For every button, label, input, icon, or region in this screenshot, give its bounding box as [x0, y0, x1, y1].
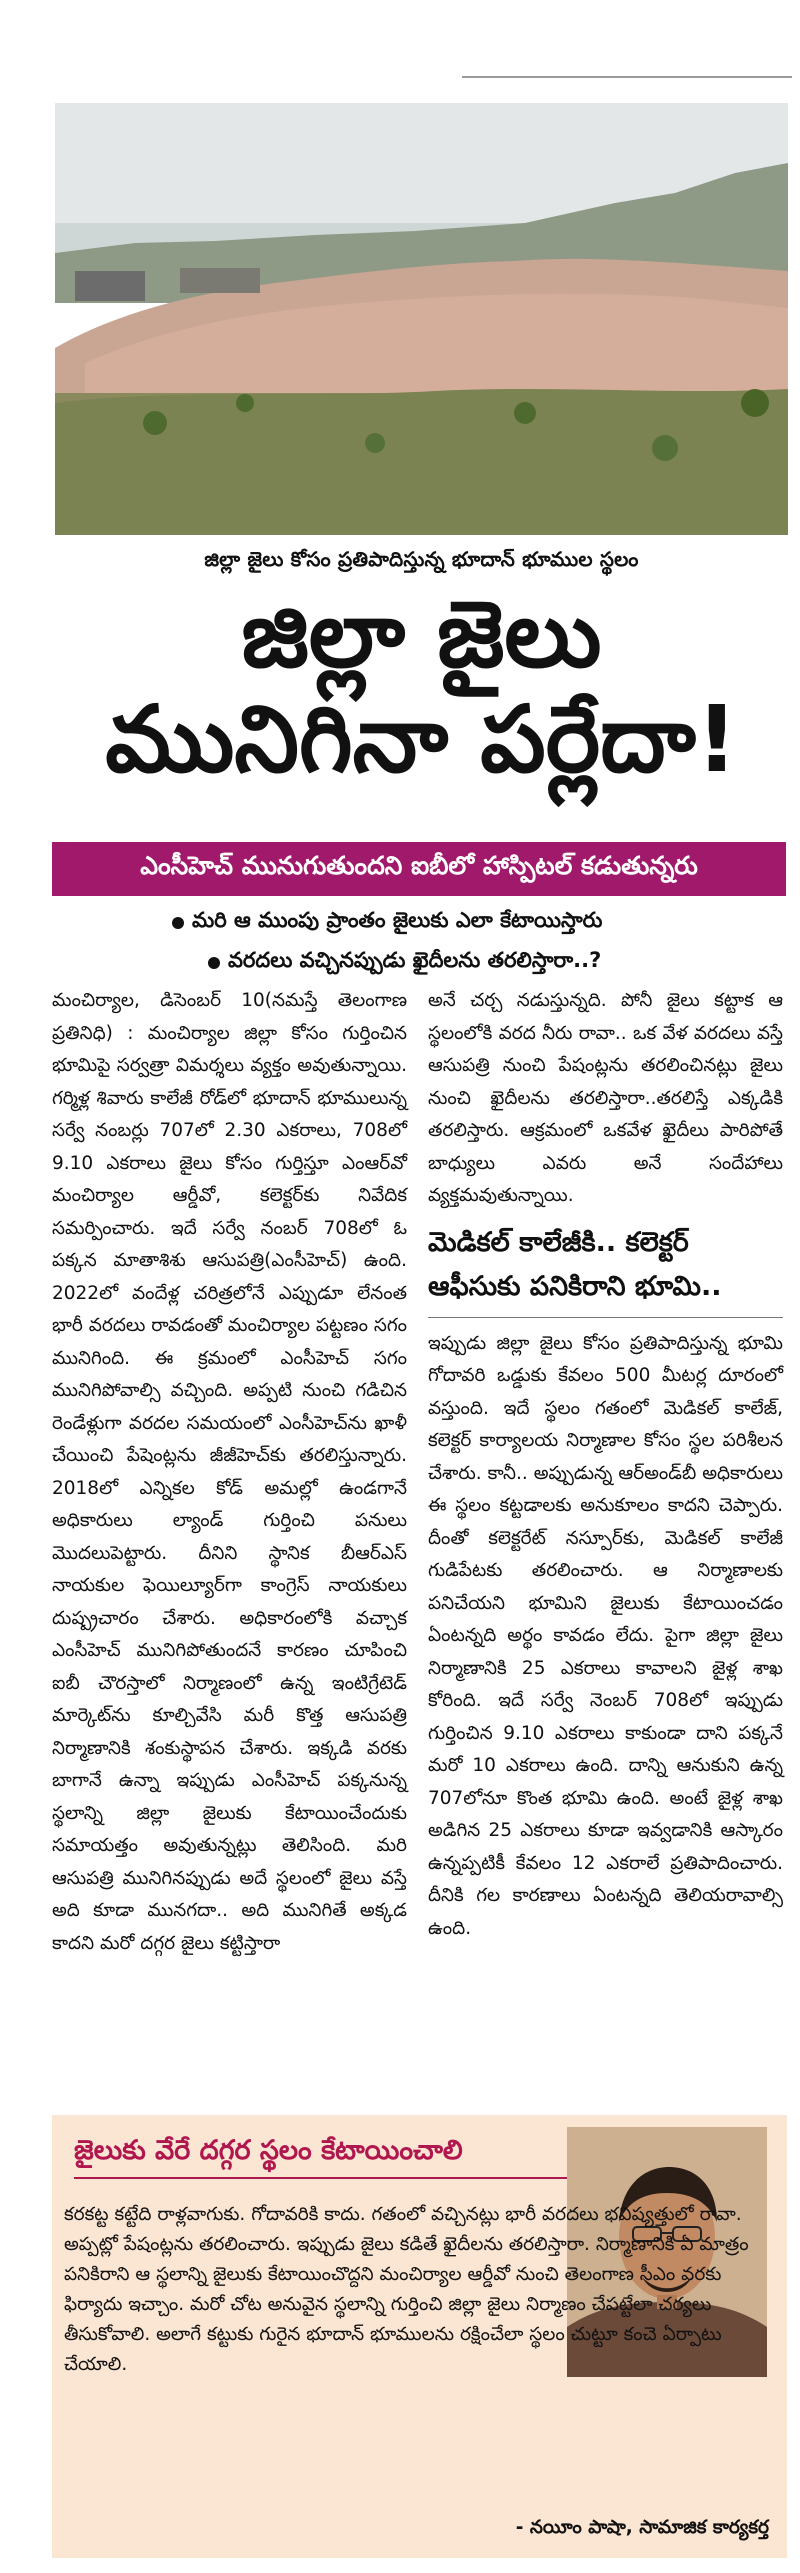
article-column-right — [428, 985, 783, 1945]
quote-title-underline — [74, 2177, 569, 2179]
section-subheading: మెడికల్ కాలేజీకి.. కలెక్టర్ ఆఫీసుకు పనికిరాని భూమి.. — [428, 1226, 722, 1302]
banner-text: ఎంసీహెచ్ మునుగుతుందని ఐబీలో హాస్పిటల్ కడుతున్నరు — [140, 851, 698, 880]
quote-box-text — [64, 2200, 762, 2380]
bullet-1 — [172, 908, 602, 938]
quote-box-title: జైలుకు వేరే దగ్గర స్థలం కేటాయించాలి — [74, 2135, 463, 2166]
top-rule — [462, 76, 792, 78]
bullet-2 — [208, 948, 601, 978]
quote-paragraph: కరకట్ట కట్టేది రాళ్లవాగుకు. గోదావరికి కాదు. గతంలో వచ్చినట్లు భారీ వరదలు భవిష్యత్తులో రావా. అప్పట్లో పేషంట్లను తరలించారు. ఇప్పుడు జైలు కడితే ఖైదీలను తరలిస్తారా. నిర్మాణానికి ఏ మాత్రం పనికిరాని ఆ స్థలాన్ని జైలుకు కేటాయించొద్దని మంచిర్యాల ఆర్డీవో నుంచి తెలంగాణ సీఎం వరకు ఫిర్యాదు ఇచ్చాం. మరో చోట అనువైన స్థలాన్ని గుర్తించి జిల్లా జైలు నిర్మాణం చేపట్టేలా చర్యలు తీసుకోవాలి. అలాగే కట్టుకు గురైన భూదాన్ భూములను రక్షించేలా స్థలం చుట్టూ కంచె ఏర్పాటు చేయాలి. — [64, 2204, 749, 2375]
bullet-dot-icon — [208, 957, 220, 969]
article-paragraph: ఇప్పుడు జిల్లా జైలు కోసం ప్రతిపాదిస్తున్న భూమి గోదావరి ఒడ్డుకు కేవలం 500 మీటర్ల దూరంలో వస్తుంది. ఇదే స్థలం గతంలో మెడికల్ కాలేజ్, కలెక్టర్ కార్యాలయ నిర్మాణాల కోసం స్థల పరిశీలన చేశారు. కానీ.. అప్పుడున్న ఆర్‌అండ్‌బీ అధికారులు ఈ స్థలం కట్టడాలకు అనుకూలం కాదని చెప్పారు. దీంతో కలెక్టరేట్ నస్పూర్‌కు, మెడికల్ కాలేజీ గుడిపేటకు తరలించారు. ఆ నిర్మాణాలకు పనిచేయని భూమిని జైలుకు కేటాయించడం ఏంటన్నది అర్థం కావడం లేదు. పైగా జిల్లా జైలు నిర్మాణానికి 25 ఎకరాలు కావాలని జైళ్ల శాఖ కోరింది. ఇదే సర్వే నెంబర్ 708లో ఇప్పుడు గుర్తించిన 9.10 ఎకరాలు కాకుండా దాని పక్కనే మరో 10 ఎకరాలు ఉంది. దాన్ని ఆనుకుని ఉన్న 707లోనూ కొంత భూమి ఉంది. అంటే జైళ్ల శాఖ అడిగిన 25 ఎకరాలు కూడా ఇవ్వడానికి ఆస్కారం ఉన్నప్పటికీ కేవలం 12 ఎకరాలే ప్రతిపాదించారు. దీనికి గల కారణాలు ఏంటన్నది తెలియరావాల్సి ఉంది. — [428, 1332, 783, 1939]
headline-line-2: మునిగినా పర్లేదా! — [105, 686, 738, 794]
article-paragraph: అనే చర్చ నడుస్తున్నది. పోనీ జైలు కట్టాక ఆ స్థలంలోకి వరద నీరు రావా.. ఒక వేళ వరదలు వస్తే ఆసుపత్రి నుంచి పేషంట్లను తరలించినట్లు జైలు నుంచి ఖైదీలను తరలిస్తారా..తరలిస్తే ఎక్కడికి తరలిస్తారు. ఆక్రమంలో ఒకవేళ ఖైదీలు పారిపోతే బాధ్యులు ఎవరు అనే సందేహాలు వ్యక్తమవుతున్నాయి. — [428, 990, 783, 1206]
subheading-divider — [428, 1317, 783, 1318]
headline-line-1: జిల్లా జైలు — [241, 581, 602, 688]
article-column-left — [52, 985, 407, 1960]
photo-caption: జిల్లా జైలు కోసం ప్రతిపాదిస్తున్న భూదాన్ భూముల స్థలం — [204, 547, 639, 571]
quote-signature: - నయీం పాషా, సామాజిక కార్యకర్త — [515, 2517, 769, 2538]
bullet-text: వరదలు వచ్చినప్పుడు ఖైదీలను తరలిస్తారా..? — [228, 948, 602, 972]
bullet-text: మరి ఆ ముంపు ప్రాంతం జైలుకు ఎలా కేటాయిస్తారు — [192, 908, 603, 932]
headline — [55, 581, 788, 794]
quote-box — [52, 2115, 787, 2558]
bullet-dot-icon — [172, 917, 184, 929]
article-paragraph: మంచిర్యాల, డిసెంబర్ 10(నమస్తే తెలంగాణ ప్రతినిధి) : మంచిర్యాల జిల్లా కోసం గుర్తించిన భూమిపై సర్వత్రా విమర్శలు వ్యక్తం అవుతున్నాయి. గర్మిళ్ల శివారు కాలేజీ రోడ్‌లో భూదాన్ భూములున్న సర్వే నంబర్లు 707లో 2.30 ఎకరాలు, 708లో 9.10 ఎకరాలు జైలు కోసం గుర్తిస్తూ ఎంఆర్‌వో మంచిర్యాల ఆర్డీవో, కలెక్టర్‌కు నివేదిక సమర్పించారు. ఇదే సర్వే నంబర్ 708లో ఓ పక్కన మాతాశిశు ఆసుపత్రి(ఎంసీహెచ్) ఉంది. 2022లో వందేళ్ల చరిత్రలోనే ఎప్పుడూ లేనంత భారీ వరదలు రావడంతో మంచిర్యాల పట్టణం సగం మునిగింది. ఈ క్రమంలో ఎంసీహెచ్ సగం మునిగిపోవాల్సి వచ్చింది. అప్పటి నుంచి గడిచిన రెండేళ్లుగా వరదల సమయంలో ఎంసీహెచ్‌ను ఖాళీ చేయించి పేషెంట్లను జీజీహెచ్‌కు తరలిస్తున్నారు. 2018లో ఎన్నికల కోడ్ అమల్లో ఉండగానే అధికారులు ల్యాండ్ గుర్తించి పనులు మొదలుపెట్టారు. దీనిని స్థానిక బీఆర్‌ఎస్ నాయకుల ఫెయిల్యూర్‌గా కాంగ్రెస్ నాయకులు దుష్ప్రచారం చేశారు. అధికారంలోకి వచ్చాక ఎంసీహెచ్ మునిగిపోతుందనే కారణం చూపించి ఐబీ చౌరస్తాలో నిర్మాణంలో ఉన్న ఇంటిగ్రేటెడ్ మార్కెట్‌ను కూల్చివేసి మరీ కొత్త ఆసుపత్రి నిర్మాణానికి శంకుస్థాపన చేశారు. ఇక్కడి వరకు బాగానే ఉన్నా ఇప్పుడు ఎంసీహెచ్ పక్కనున్న స్థలాన్ని జిల్లా జైలుకు కేటాయించేందుకు సమాయత్తం అవుతున్నట్లు తెలిసింది. మరి ఆసుపత్రి మునిగినప్పుడు అదే స్థలంలో జైలు వస్తే అది కూడా మునగదా.. అది మునిగితే అక్కడ కాదని మరో దగ్గర జైలు కట్టిస్తారా — [52, 990, 407, 1954]
subheadline-banner — [52, 842, 786, 896]
news-photo — [55, 103, 788, 535]
